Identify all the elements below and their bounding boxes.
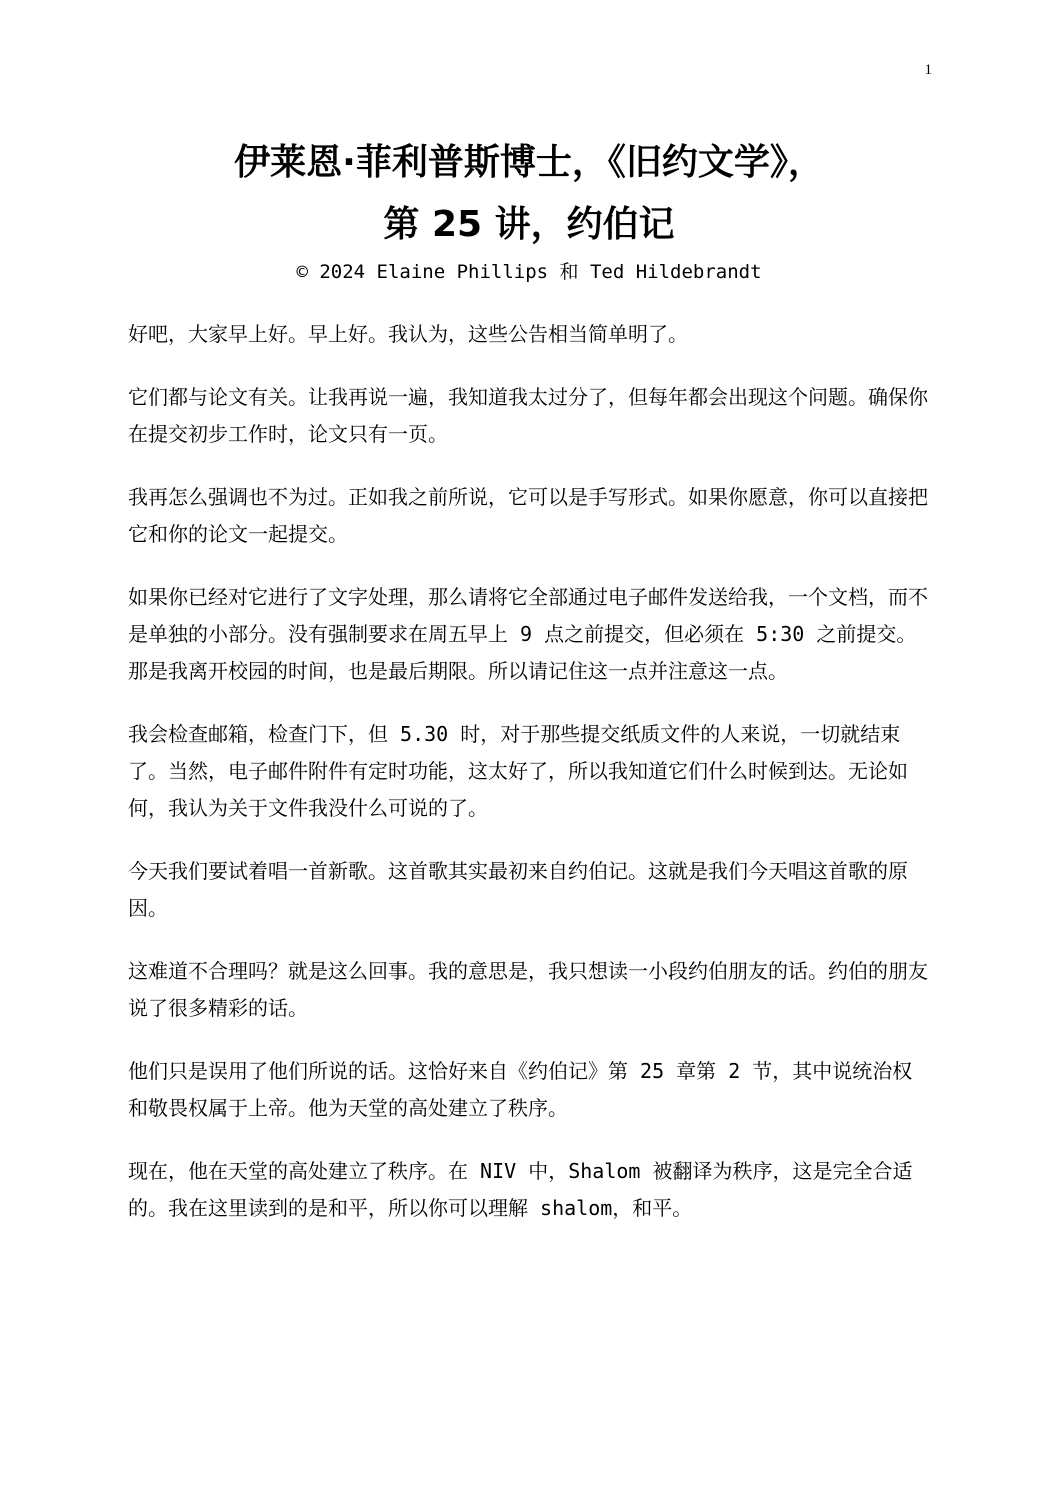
copyright-notice: © 2024 Elaine Phillips 和 Ted Hildebrandt (296, 261, 762, 283)
paragraph: 我再怎么强调也不为过。正如我之前所说，它可以是手写形式。如果你愿意，你可以直接把它和你的论文一起提交。 (128, 485, 928, 546)
title-block (0, 132, 1058, 286)
page-number: 1 (924, 62, 932, 78)
paragraph: 它们都与论文有关。让我再说一遍，我知道我太过分了，但每年都会出现这个问题。确保你在提交初步工作时，论文只有一页。 (128, 385, 928, 446)
paragraph: 今天我们要试着唱一首新歌。这首歌其实最初来自约伯记。这就是我们今天唱这首歌的原因。 (128, 859, 908, 920)
document-title-line-2: 第 25 讲，约伯记 (383, 204, 675, 245)
paragraph: 这难道不合理吗？就是这么回事。我的意思是，我只想读一小段约伯朋友的话。约伯的朋友说了很多精彩的话。 (128, 959, 928, 1020)
paragraph: 他们只是误用了他们所说的话。这恰好来自《约伯记》第 25 章第 2 节，其中说统治权和敬畏权属于上帝。他为天堂的高处建立了秩序。 (128, 1059, 913, 1120)
document-title-line-1: 伊莱恩·菲利普斯博士，《旧约文学》， (234, 142, 824, 183)
paragraph: 好吧，大家早上好。早上好。我认为，这些公告相当简单明了。 (128, 322, 688, 346)
paragraph: 现在，他在天堂的高处建立了秩序。在 NIV 中，Shalom 被翻译为秩序，这是完全合适的。我在这里读到的是和平，所以你可以理解 shalom，和平。 (128, 1159, 913, 1220)
document-body (128, 316, 930, 1253)
paragraph: 我会检查邮箱，检查门下，但 5.30 时，对于那些提交纸质文件的人来说，一切就结束了。当然，电子邮件附件有定时功能，这太好了，所以我知道它们什么时候到达。无论如何，我认为关于文件我没什么可说的了。 (128, 722, 908, 820)
paragraph: 如果你已经对它进行了文字处理，那么请将它全部通过电子邮件发送给我，一个文档，而不是单独的小部分。没有强制要求在周五早上 9 点之前提交，但必须在 5:30 之前提交。那是我离开校园的时间，也是最后期限。所以请记住这一点并注意这一点。 (128, 585, 928, 683)
